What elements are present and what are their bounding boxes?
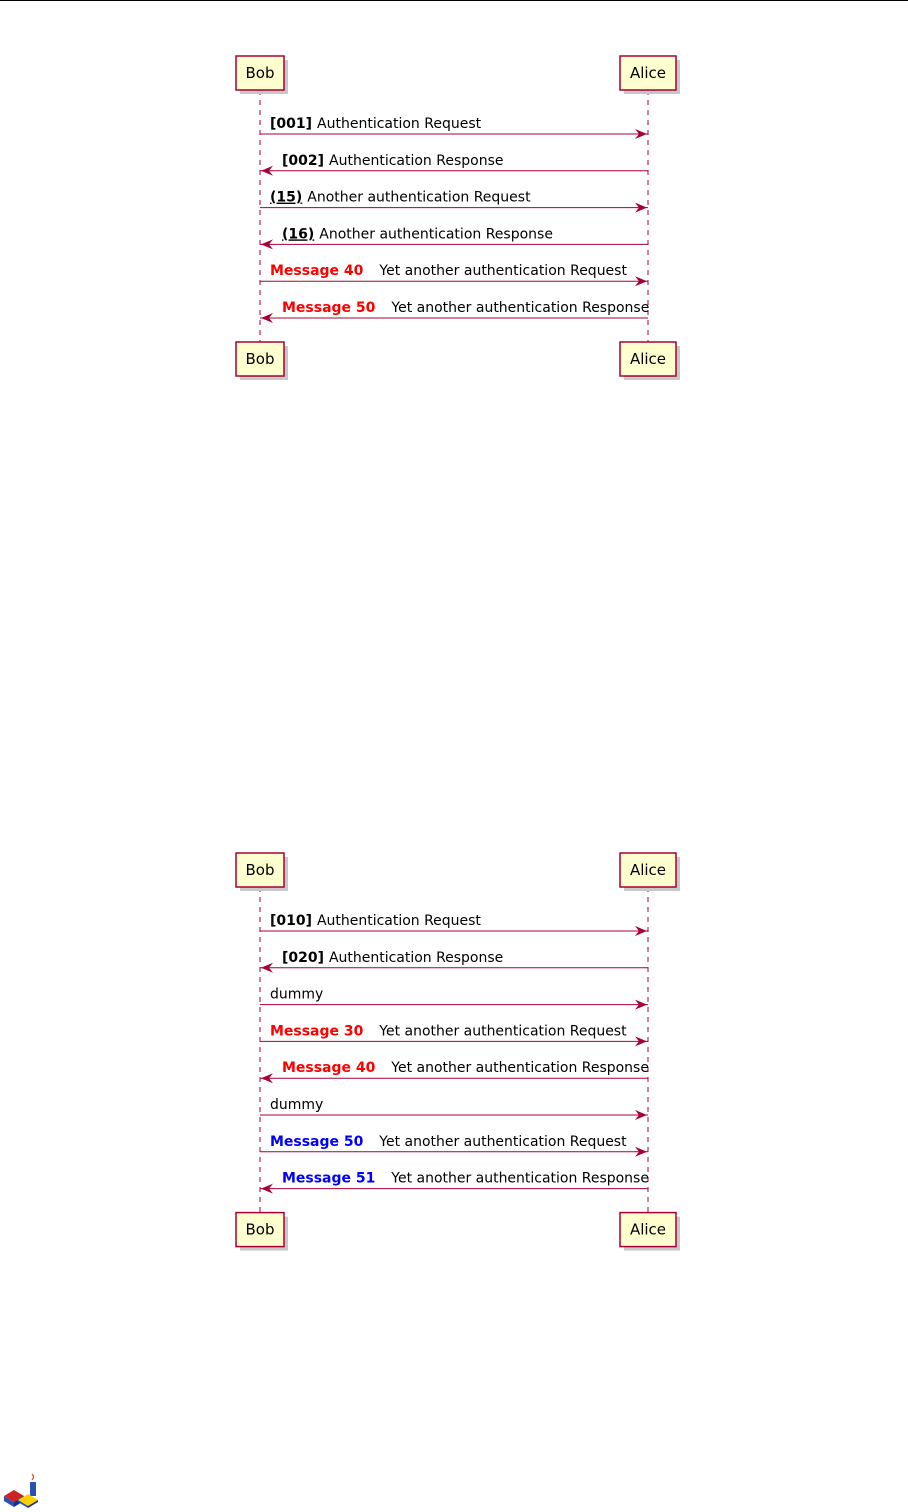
- message-1: [260, 116, 648, 139]
- message-number: (16): [282, 226, 315, 243]
- participant-bob-top-label: Bob: [245, 64, 275, 82]
- message-text: Authentication Response: [328, 949, 504, 966]
- message-label: [282, 300, 649, 316]
- participant-alice-top: [620, 853, 680, 891]
- participant-bob-top-label: Bob: [245, 860, 275, 879]
- message-label: [282, 153, 504, 169]
- message-number: Message 50: [270, 1133, 364, 1150]
- participant-alice-bottom-label: Alice: [629, 350, 667, 368]
- message-number: (15): [270, 189, 303, 206]
- message-6: [260, 300, 649, 323]
- sequence-diagram-2: [0, 797, 908, 1257]
- participant-bob-bottom-label: Bob: [245, 350, 275, 368]
- message-label: [270, 913, 481, 929]
- participant-alice-top-label: Alice: [629, 860, 667, 879]
- message-3: [260, 190, 648, 213]
- message-text: Authentication Request: [316, 912, 481, 929]
- message-3: [260, 987, 648, 1010]
- message-number: Message 30: [270, 1023, 364, 1040]
- participant-bob-bottom-label: Bob: [245, 1220, 275, 1239]
- participant-bob-bottom: [236, 342, 288, 380]
- message-label: [270, 263, 627, 279]
- participant-alice-bottom: [620, 342, 680, 380]
- message-label: [282, 226, 553, 242]
- message-text: Another authentication Response: [319, 226, 553, 243]
- participant-alice-bottom: [620, 1213, 680, 1251]
- message-6: [260, 1097, 648, 1120]
- message-number: [010]: [270, 912, 312, 929]
- message-label: [270, 1134, 627, 1150]
- message-number: [001]: [270, 116, 313, 132]
- message-label: [270, 987, 323, 1003]
- message-number: Message 51: [282, 1170, 376, 1187]
- message-7: [260, 1134, 648, 1157]
- message-label: [270, 116, 482, 132]
- message-number: [002]: [282, 152, 325, 169]
- message-text: Yet another authentication Request: [379, 1023, 627, 1040]
- message-text: Yet another authentication Request: [379, 263, 627, 280]
- participant-bob-top: [236, 56, 288, 94]
- message-number: Message 50: [282, 300, 376, 316]
- message-label: [282, 1060, 649, 1076]
- message-4: [260, 1023, 648, 1046]
- message-label: [270, 190, 531, 206]
- message-2: [260, 153, 648, 176]
- message-4: [260, 226, 648, 249]
- message-text: dummy: [270, 986, 324, 1003]
- message-text: Yet another authentication Response: [391, 1060, 649, 1077]
- message-number: [020]: [282, 949, 324, 966]
- message-8: [260, 1171, 649, 1194]
- participant-alice-top-label: Alice: [629, 64, 667, 82]
- participant-bob-top: [236, 853, 288, 891]
- sequence-diagram-1: [0, 0, 908, 386]
- message-text: Yet another authentication Response: [391, 1170, 649, 1187]
- message-text: Yet another authentication Response: [391, 300, 650, 316]
- message-1: [260, 913, 648, 936]
- message-5: [260, 1060, 649, 1083]
- message-number: Message 40: [270, 263, 364, 280]
- sequence-svg: [0, 797, 908, 1257]
- message-label: [270, 1023, 627, 1039]
- plantuml-logo-icon: [2, 1470, 42, 1508]
- participant-bob-bottom: [236, 1213, 288, 1251]
- message-text: Another authentication Request: [307, 189, 531, 206]
- message-label: [270, 1097, 323, 1113]
- message-number: Message 40: [282, 1060, 376, 1077]
- message-text: Yet another authentication Request: [379, 1133, 627, 1150]
- message-label: [282, 950, 503, 966]
- message-text: Authentication Request: [317, 116, 482, 132]
- message-5: [260, 263, 648, 286]
- sequence-svg: [0, 0, 908, 386]
- participant-alice-top: [620, 56, 680, 94]
- message-text: Authentication Response: [329, 152, 504, 169]
- participant-alice-bottom-label: Alice: [629, 1220, 667, 1239]
- message-text: dummy: [270, 1096, 324, 1113]
- message-label: [282, 1171, 649, 1187]
- message-2: [260, 950, 648, 973]
